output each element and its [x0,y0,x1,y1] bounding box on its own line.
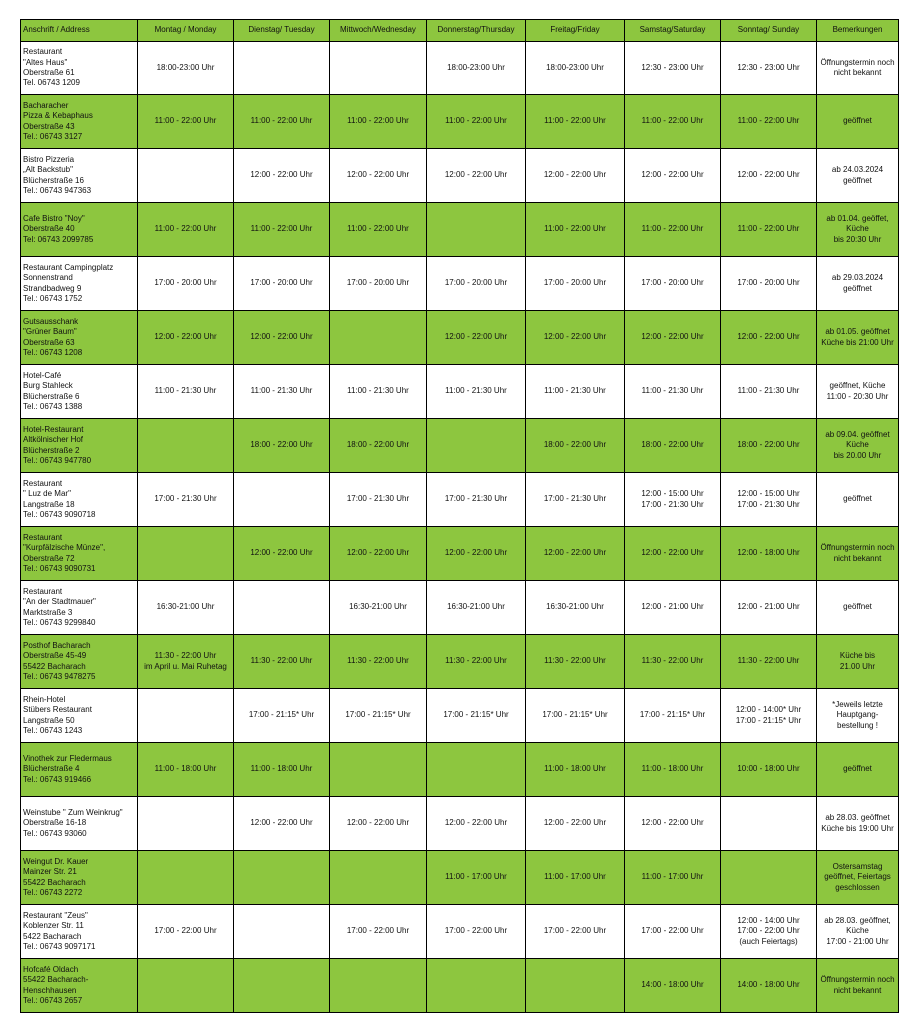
monday-cell: 17:00 - 21:30 Uhr [138,473,234,527]
saturday-cell: 11:00 - 21:30 Uhr [625,365,721,419]
table-row [21,257,899,311]
notes-cell: Ostersamstag geöffnet, Feiertags geschlossen [817,851,899,905]
saturday-cell: 17:00 - 22:00 Uhr [625,905,721,959]
friday-cell: 11:00 - 22:00 Uhr [526,95,625,149]
notes-cell: Öffnungstermin noch nicht bekannt [817,42,899,95]
notes-cell: ab 01.04. geöffet, Küche bis 20:30 Uhr [817,203,899,257]
thursday-cell: 12:00 - 22:00 Uhr [427,149,526,203]
notes-cell: ab 28.03. geöffnet, Küche 17:00 - 21:00 Uhr [817,905,899,959]
saturday-cell: 12:00 - 21:00 Uhr [625,581,721,635]
sunday-cell: 12:00 - 14:00 Uhr 17:00 - 22:00 Uhr (auch Feiertags) [721,905,817,959]
friday-cell: 17:00 - 22:00 Uhr [526,905,625,959]
thursday-cell: 12:00 - 22:00 Uhr [427,311,526,365]
tuesday-cell [234,851,330,905]
address-cell: Hotel-Restaurant Altkölnischer Hof Blücherstraße 2 Tel.: 06743 947780 [21,419,138,473]
table-row [21,527,899,581]
saturday-cell: 11:00 - 17:00 Uhr [625,851,721,905]
table-row [21,365,899,419]
thursday-cell [427,743,526,797]
thursday-cell: 12:00 - 22:00 Uhr [427,527,526,581]
column-header-friday: Freitag/Friday [526,20,625,42]
sunday-cell: 11:30 - 22:00 Uhr [721,635,817,689]
friday-cell: 16:30-21:00 Uhr [526,581,625,635]
address-cell: Hotel-Café Burg Stahleck Blücherstraße 6 Tel.: 06743 1388 [21,365,138,419]
wednesday-cell: 12:00 - 22:00 Uhr [330,797,427,851]
address-cell: Bacharacher Pizza & Kebaphaus Oberstraße 43 Tel.: 06743 3127 [21,95,138,149]
friday-cell: 17:00 - 20:00 Uhr [526,257,625,311]
saturday-cell: 12:00 - 22:00 Uhr [625,149,721,203]
column-header-wednesday: Mittwoch/Wednesday [330,20,427,42]
saturday-cell: 12:00 - 22:00 Uhr [625,527,721,581]
thursday-cell [427,959,526,1013]
tuesday-cell: 11:30 - 22:00 Uhr [234,635,330,689]
wednesday-cell: 12:00 - 22:00 Uhr [330,149,427,203]
address-cell: Restaurant "Kurpfälzische Münze", Oberstraße 72 Tel.: 06743 9090731 [21,527,138,581]
thursday-cell: 16:30-21:00 Uhr [427,581,526,635]
thursday-cell: 11:00 - 21:30 Uhr [427,365,526,419]
monday-cell: 17:00 - 20:00 Uhr [138,257,234,311]
tuesday-cell [234,42,330,95]
column-header-address: Anschrift / Address [21,20,138,42]
tuesday-cell: 11:00 - 22:00 Uhr [234,203,330,257]
friday-cell: 18:00 - 22:00 Uhr [526,419,625,473]
wednesday-cell: 16:30-21:00 Uhr [330,581,427,635]
saturday-cell: 11:00 - 18:00 Uhr [625,743,721,797]
notes-cell: geöffnet [817,743,899,797]
tuesday-cell: 11:00 - 18:00 Uhr [234,743,330,797]
wednesday-cell: 11:00 - 22:00 Uhr [330,203,427,257]
address-cell: Rhein-Hotel Stübers Restaurant Langstraße 50 Tel.: 06743 1243 [21,689,138,743]
thursday-cell: 18:00-23:00 Uhr [427,42,526,95]
notes-cell: ab 09.04. geöffnet Küche bis 20.00 Uhr [817,419,899,473]
address-cell: Posthof Bacharach Oberstraße 45-49 55422 Bacharach Tel.: 06743 9478275 [21,635,138,689]
monday-cell [138,149,234,203]
address-cell: Hofcafé Oldach 55422 Bacharach- Henschhausen Tel.: 06743 2657 [21,959,138,1013]
monday-cell [138,851,234,905]
table-row [21,203,899,257]
notes-cell: Öffnungstermin noch nicht bekannt [817,527,899,581]
sunday-cell: 12:00 - 22:00 Uhr [721,149,817,203]
saturday-cell: 12:00 - 22:00 Uhr [625,311,721,365]
monday-cell: 11:00 - 18:00 Uhr [138,743,234,797]
sunday-cell: 12:00 - 22:00 Uhr [721,311,817,365]
friday-cell: 11:00 - 22:00 Uhr [526,203,625,257]
address-cell: Restaurant Campingplatz Sonnenstrand Strandbadweg 9 Tel.: 06743 1752 [21,257,138,311]
table-row [21,419,899,473]
wednesday-cell [330,311,427,365]
table-body [21,42,899,1013]
column-header-sunday: Sonntag/ Sunday [721,20,817,42]
table-row [21,689,899,743]
sunday-cell: 17:00 - 20:00 Uhr [721,257,817,311]
notes-cell: ab 24.03.2024 geöffnet [817,149,899,203]
address-cell: Restaurant "An der Stadtmauer" Marktstraße 3 Tel.: 06743 9299840 [21,581,138,635]
tuesday-cell [234,581,330,635]
table-row [21,95,899,149]
thursday-cell: 11:30 - 22:00 Uhr [427,635,526,689]
column-header-monday: Montag / Monday [138,20,234,42]
monday-cell: 18:00-23:00 Uhr [138,42,234,95]
thursday-cell: 17:00 - 21:30 Uhr [427,473,526,527]
table-row [21,743,899,797]
wednesday-cell [330,42,427,95]
wednesday-cell: 11:30 - 22:00 Uhr [330,635,427,689]
address-cell: Gutsausschank "Grüner Baum" Oberstraße 63 Tel.: 06743 1208 [21,311,138,365]
tuesday-cell: 11:00 - 21:30 Uhr [234,365,330,419]
sunday-cell: 11:00 - 21:30 Uhr [721,365,817,419]
thursday-cell: 17:00 - 22:00 Uhr [427,905,526,959]
wednesday-cell: 17:00 - 20:00 Uhr [330,257,427,311]
notes-cell: ab 28.03. geöffnet Küche bis 19:00 Uhr [817,797,899,851]
tuesday-cell: 17:00 - 21:15* Uhr [234,689,330,743]
thursday-cell: 11:00 - 17:00 Uhr [427,851,526,905]
sunday-cell [721,851,817,905]
tuesday-cell: 11:00 - 22:00 Uhr [234,95,330,149]
tuesday-cell: 12:00 - 22:00 Uhr [234,311,330,365]
wednesday-cell: 17:00 - 21:30 Uhr [330,473,427,527]
friday-cell: 11:00 - 18:00 Uhr [526,743,625,797]
address-cell: Cafe Bistro "Noy" Oberstraße 40 Tel: 06743 2099785 [21,203,138,257]
tuesday-cell: 12:00 - 22:00 Uhr [234,149,330,203]
monday-cell [138,527,234,581]
column-header-notes: Bemerkungen [817,20,899,42]
wednesday-cell [330,743,427,797]
wednesday-cell: 11:00 - 21:30 Uhr [330,365,427,419]
table-row [21,42,899,95]
monday-cell: 11:00 - 22:00 Uhr [138,203,234,257]
table-row [21,635,899,689]
sunday-cell [721,797,817,851]
table-row [21,473,899,527]
thursday-cell: 12:00 - 22:00 Uhr [427,797,526,851]
friday-cell: 12:00 - 22:00 Uhr [526,527,625,581]
monday-cell: 11:00 - 22:00 Uhr [138,95,234,149]
wednesday-cell: 17:00 - 22:00 Uhr [330,905,427,959]
saturday-cell: 17:00 - 20:00 Uhr [625,257,721,311]
saturday-cell: 12:00 - 15:00 Uhr 17:00 - 21:30 Uhr [625,473,721,527]
friday-cell [526,959,625,1013]
table-row [21,149,899,203]
wednesday-cell: 11:00 - 22:00 Uhr [330,95,427,149]
wednesday-cell: 18:00 - 22:00 Uhr [330,419,427,473]
table-row [21,959,899,1013]
address-cell: Restaurant "Zeus" Koblenzer Str. 11 5422 Bacharach Tel.: 06743 9097171 [21,905,138,959]
tuesday-cell: 12:00 - 22:00 Uhr [234,797,330,851]
monday-cell [138,797,234,851]
friday-cell: 11:30 - 22:00 Uhr [526,635,625,689]
column-header-tuesday: Dienstag/ Tuesday [234,20,330,42]
header-row [21,20,899,42]
thursday-cell [427,203,526,257]
notes-cell: Öffnungstermin noch nicht bekannt [817,959,899,1013]
tuesday-cell [234,959,330,1013]
sunday-cell: 11:00 - 22:00 Uhr [721,203,817,257]
column-header-thursday: Donnerstag/Thursday [427,20,526,42]
saturday-cell: 12:00 - 22:00 Uhr [625,797,721,851]
column-header-saturday: Samstag/Saturday [625,20,721,42]
friday-cell: 11:00 - 17:00 Uhr [526,851,625,905]
tuesday-cell: 12:00 - 22:00 Uhr [234,527,330,581]
saturday-cell: 11:30 - 22:00 Uhr [625,635,721,689]
monday-cell: 12:00 - 22:00 Uhr [138,311,234,365]
notes-cell: Küche bis 21.00 Uhr [817,635,899,689]
table-row [21,581,899,635]
address-cell: Restaurant " Luz de Mar" Langstraße 18 Tel.: 06743 9090718 [21,473,138,527]
monday-cell [138,689,234,743]
friday-cell: 18:00-23:00 Uhr [526,42,625,95]
friday-cell: 17:00 - 21:30 Uhr [526,473,625,527]
notes-cell: geöffnet [817,473,899,527]
friday-cell: 17:00 - 21:15* Uhr [526,689,625,743]
friday-cell: 12:00 - 22:00 Uhr [526,797,625,851]
table-row [21,311,899,365]
address-cell: Weinstube " Zum Weinkrug" Oberstraße 16-18 Tel.: 06743 93060 [21,797,138,851]
saturday-cell: 11:00 - 22:00 Uhr [625,203,721,257]
sunday-cell: 18:00 - 22:00 Uhr [721,419,817,473]
notes-cell: *Jeweils letzte Hauptgang- bestellung ! [817,689,899,743]
tuesday-cell: 18:00 - 22:00 Uhr [234,419,330,473]
sunday-cell: 10:00 - 18:00 Uhr [721,743,817,797]
monday-cell [138,959,234,1013]
table-row [21,797,899,851]
friday-cell: 12:00 - 22:00 Uhr [526,149,625,203]
notes-cell: geöffnet, Küche 11:00 - 20:30 Uhr [817,365,899,419]
thursday-cell: 17:00 - 20:00 Uhr [427,257,526,311]
friday-cell: 11:00 - 21:30 Uhr [526,365,625,419]
thursday-cell: 17:00 - 21:15* Uhr [427,689,526,743]
monday-cell: 11:30 - 22:00 Uhr im April u. Mai Ruhetag [138,635,234,689]
address-cell: Bistro Pizzeria „Alt Backstub" Blücherstraße 16 Tel.: 06743 947363 [21,149,138,203]
sunday-cell: 12:00 - 14:00* Uhr 17:00 - 21:15* Uhr [721,689,817,743]
saturday-cell: 11:00 - 22:00 Uhr [625,95,721,149]
sunday-cell: 12:30 - 23:00 Uhr [721,42,817,95]
address-cell: Weingut Dr. Kauer Mainzer Str. 21 55422 Bacharach Tel.: 06743 2272 [21,851,138,905]
notes-cell: ab 29.03.2024 geöffnet [817,257,899,311]
monday-cell: 17:00 - 22:00 Uhr [138,905,234,959]
monday-cell: 11:00 - 21:30 Uhr [138,365,234,419]
wednesday-cell [330,851,427,905]
tuesday-cell [234,905,330,959]
notes-cell: geöffnet [817,581,899,635]
thursday-cell: 11:00 - 22:00 Uhr [427,95,526,149]
sunday-cell: 11:00 - 22:00 Uhr [721,95,817,149]
saturday-cell: 18:00 - 22:00 Uhr [625,419,721,473]
wednesday-cell: 17:00 - 21:15* Uhr [330,689,427,743]
notes-cell: geöffnet [817,95,899,149]
tuesday-cell [234,473,330,527]
opening-hours-table [20,19,899,1013]
tuesday-cell: 17:00 - 20:00 Uhr [234,257,330,311]
sunday-cell: 12:00 - 21:00 Uhr [721,581,817,635]
address-cell: Restaurant "Altes Haus" Oberstraße 61 Tel. 06743 1209 [21,42,138,95]
sunday-cell: 12:00 - 18:00 Uhr [721,527,817,581]
table-row [21,905,899,959]
address-cell: Vinothek zur Fledermaus Blücherstraße 4 Tel.: 06743 919466 [21,743,138,797]
notes-cell: ab 01.05. geöffnet Küche bis 21:00 Uhr [817,311,899,365]
sunday-cell: 12:00 - 15:00 Uhr 17:00 - 21:30 Uhr [721,473,817,527]
wednesday-cell: 12:00 - 22:00 Uhr [330,527,427,581]
friday-cell: 12:00 - 22:00 Uhr [526,311,625,365]
saturday-cell: 14:00 - 18:00 Uhr [625,959,721,1013]
saturday-cell: 17:00 - 21:15* Uhr [625,689,721,743]
monday-cell: 16:30-21:00 Uhr [138,581,234,635]
wednesday-cell [330,959,427,1013]
thursday-cell [427,419,526,473]
saturday-cell: 12:30 - 23:00 Uhr [625,42,721,95]
sunday-cell: 14:00 - 18:00 Uhr [721,959,817,1013]
table-row [21,851,899,905]
monday-cell [138,419,234,473]
